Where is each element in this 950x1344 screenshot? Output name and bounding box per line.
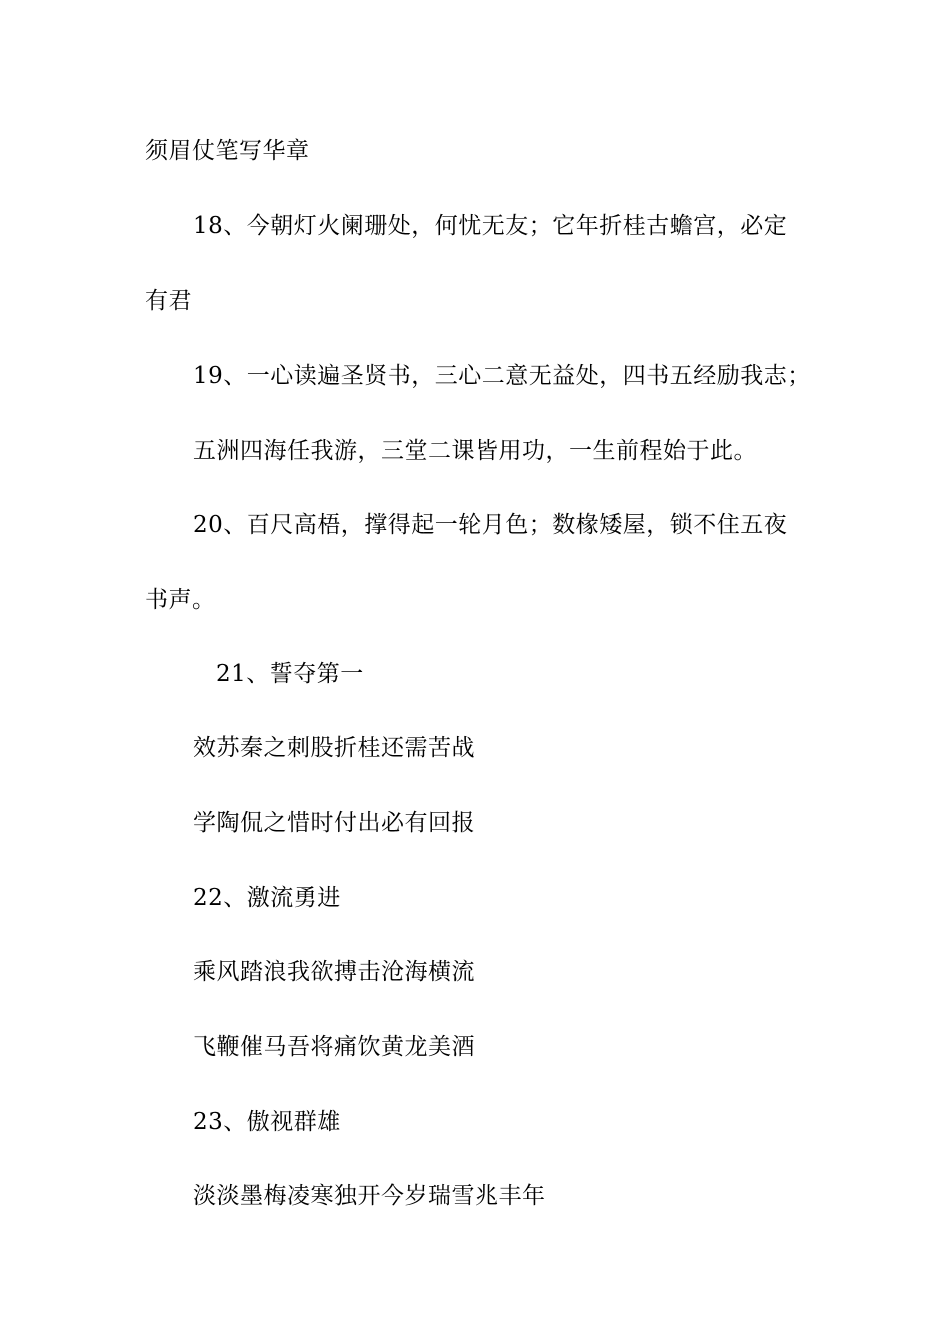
text-line-couplet-20-cont: 书声。: [145, 587, 216, 613]
text-line-couplet-23-first: 淡淡墨梅凌寒独开今岁瑞雪兆丰年: [193, 1183, 546, 1209]
text-line-couplet-17-end: 须眉仗笔写华章: [145, 138, 310, 164]
text-line-couplet-19: 19、一心读遍圣贤书，三心二意无益处，四书五经励我志；: [193, 363, 811, 389]
heading-couplet-21: 21、誓夺第一: [216, 661, 364, 687]
text-line-couplet-18: 18、今朝灯火阑珊处，何忧无友；它年折桂古蟾宫，必定: [193, 213, 788, 239]
text-line-couplet-19-cont: 五洲四海任我游，三堂二课皆用功，一生前程始于此。: [193, 438, 757, 464]
text-line-couplet-21-second: 学陶侃之惜时付出必有回报: [193, 810, 475, 836]
text-line-couplet-22-second: 飞鞭催马吾将痛饮黄龙美酒: [193, 1034, 475, 1060]
heading-couplet-23: 23、傲视群雄: [193, 1109, 341, 1135]
text-line-couplet-18-cont: 有君: [145, 288, 192, 314]
text-line-couplet-22-first: 乘风踏浪我欲搏击沧海横流: [193, 959, 475, 985]
heading-couplet-22: 22、激流勇进: [193, 885, 341, 911]
text-line-couplet-20: 20、百尺高梧，撑得起一轮月色；数椽矮屋，锁不住五夜: [193, 512, 788, 538]
text-line-couplet-21-first: 效苏秦之刺股折桂还需苦战: [193, 735, 475, 761]
